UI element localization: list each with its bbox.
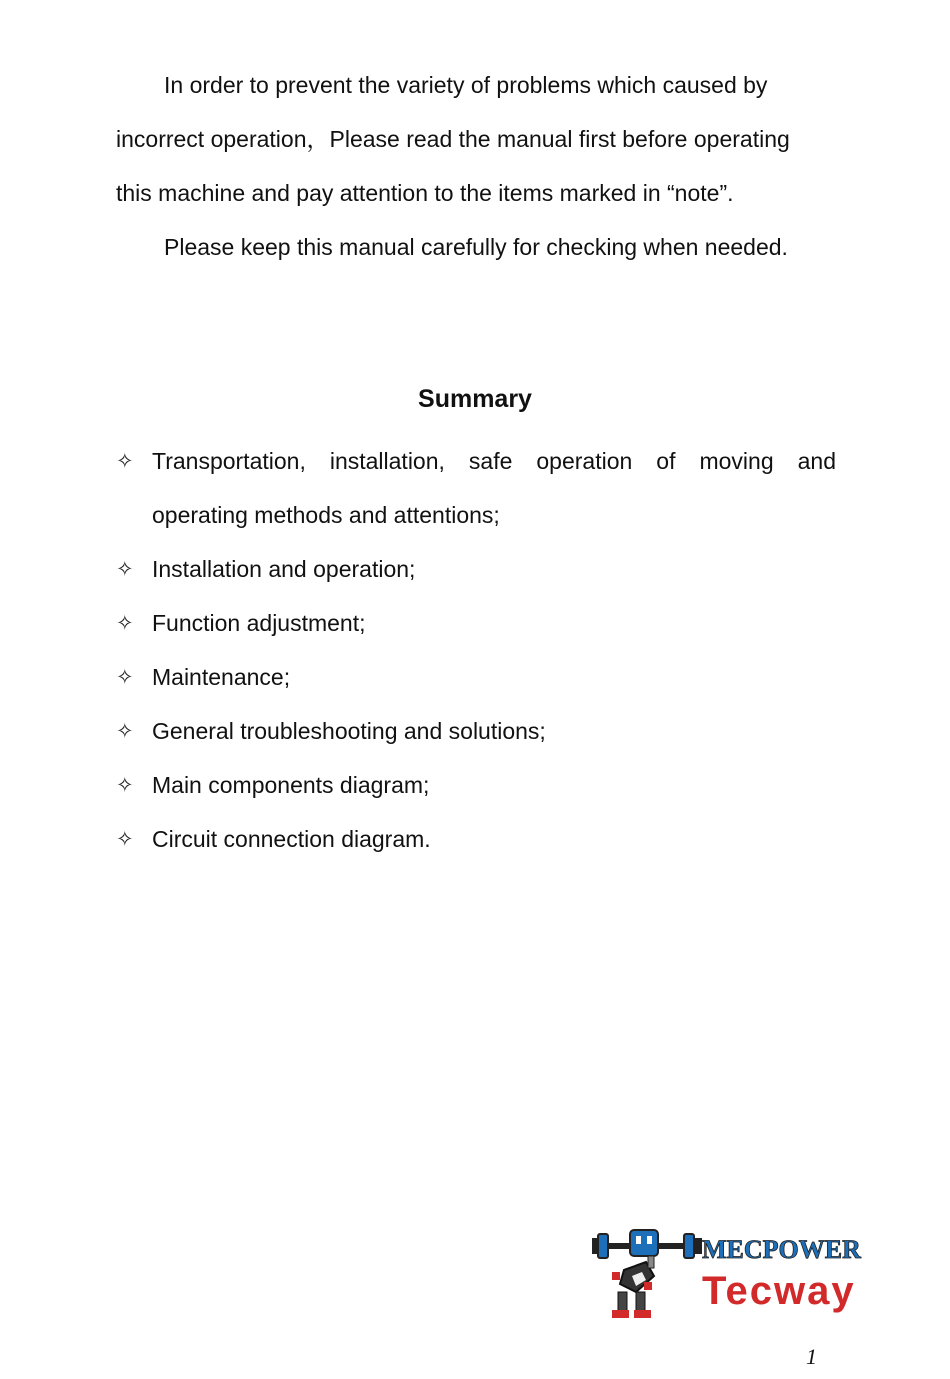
intro-keep-manual: Please keep this manual carefully for checking when needed. — [164, 234, 788, 260]
summary-list — [116, 434, 836, 866]
summary-item: ✧ General troubleshooting and solutions; — [116, 704, 836, 758]
star-bullet-icon: ✧ — [116, 449, 134, 473]
summary-item: ✧ Circuit connection diagram. — [116, 812, 836, 866]
summary-item: ✧ Transportation, installation, safe operation of moving and operating methods and attentions; — [116, 434, 836, 542]
star-bullet-icon: ✧ — [116, 827, 134, 851]
logo-graphic — [588, 1224, 878, 1324]
brand-bottom-text: Tecway — [702, 1269, 856, 1313]
star-bullet-icon: ✧ — [116, 719, 134, 743]
star-bullet-icon: ✧ — [116, 665, 134, 689]
star-bullet-icon: ✧ — [116, 773, 134, 797]
summary-item: ✧ Function adjustment; — [116, 596, 836, 650]
mecpower-tecway-logo — [588, 1224, 878, 1329]
summary-heading: Summary — [418, 385, 532, 413]
brand-top-text: MECPOWER — [702, 1235, 861, 1264]
intro-line-1: In order to prevent the variety of problems which caused by — [164, 72, 768, 98]
star-bullet-icon: ✧ — [116, 611, 134, 635]
intro-line-3: this machine and pay attention to the items marked in “note”. — [116, 180, 734, 206]
summary-item: ✧ Main components diagram; — [116, 758, 836, 812]
summary-item: ✧ Installation and operation; — [116, 542, 836, 596]
page-number: 1 — [806, 1344, 817, 1369]
intro-text — [116, 58, 836, 274]
intro-line-2: incorrect operation，Please read the manual first before operating — [116, 126, 790, 152]
star-bullet-icon: ✧ — [116, 557, 134, 581]
summary-item: ✧ Maintenance; — [116, 650, 836, 704]
